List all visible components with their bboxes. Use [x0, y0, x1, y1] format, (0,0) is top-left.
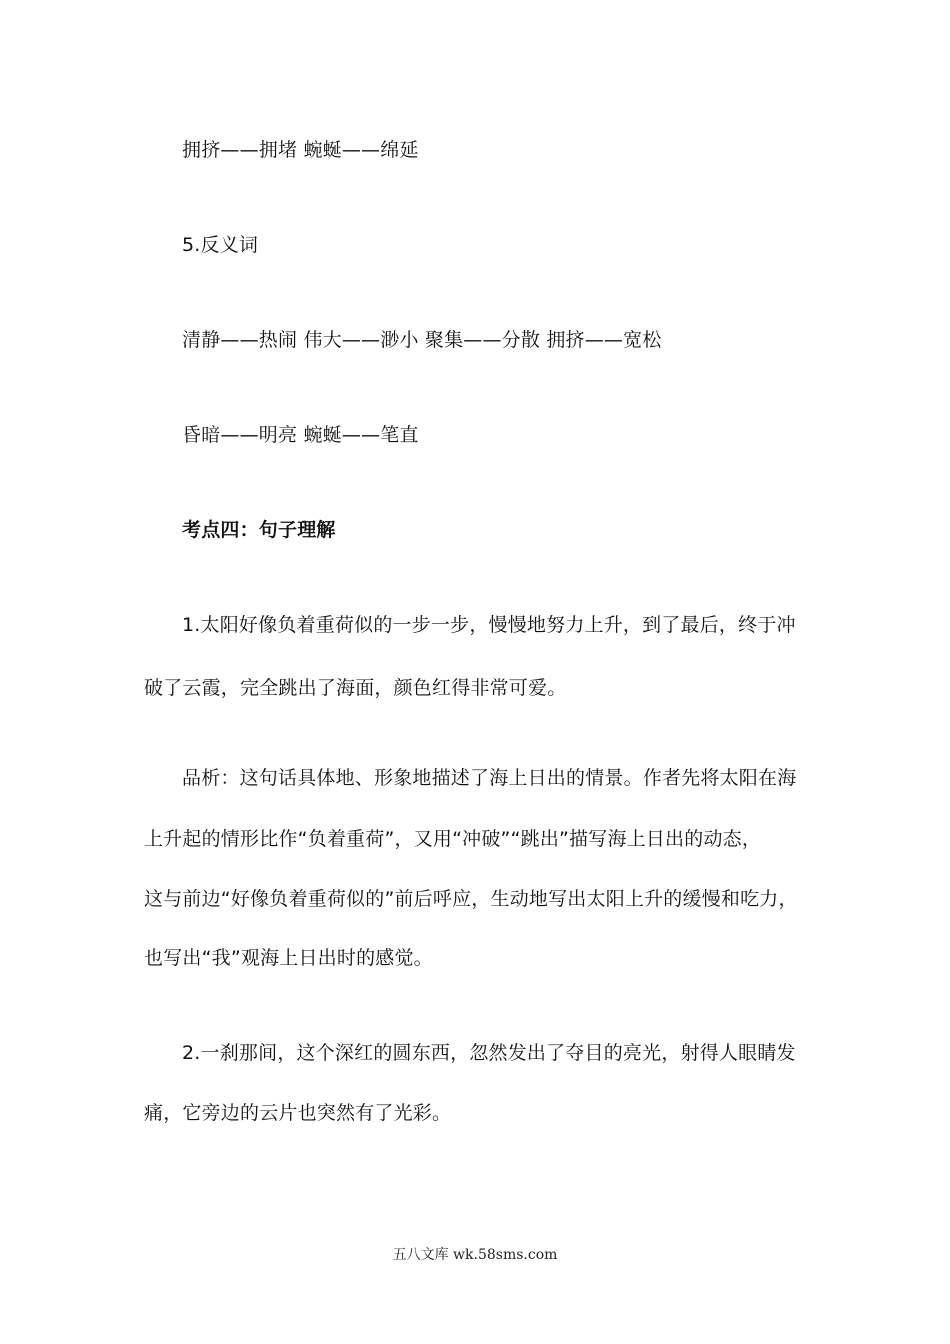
analysis-1-line-3: 这与前边“好像负着重荷似的”前后呼应，生动地写出太阳上升的缓慢和吃力， [144, 888, 798, 910]
analysis-1-line-2: 上升起的情形比作“负着重荷”，又用“冲破”“跳出”描写海上日出的动态， [144, 828, 762, 850]
synonym-line: 拥挤——拥堵 蜿蜒——绵延 [182, 139, 419, 161]
antonym-line-2: 昏暗——明亮 蜿蜒——笔直 [182, 424, 419, 446]
sentence-2-line-2: 痛，它旁边的云片也突然有了光彩。 [144, 1102, 452, 1124]
sentence-1-line-2: 破了云霞，完全跳出了海面，颜色红得非常可爱。 [144, 677, 567, 699]
sentence-1-line-1: 1.太阳好像负着重荷似的一步一步，慢慢地努力上升，到了最后，终于冲 [182, 614, 796, 636]
footer-watermark: 五八文库 wk.58sms.com [392, 1247, 558, 1263]
analysis-1-line-4: 也写出“我”观海上日出时的感觉。 [144, 947, 433, 969]
antonym-heading: 5.反义词 [182, 234, 259, 256]
section-heading: 考点四：句子理解 [182, 519, 336, 541]
analysis-1-line-1: 品析：这句话具体地、形象地描述了海上日出的情景。作者先将太阳在海 [182, 767, 797, 789]
sentence-2-line-1: 2.一刹那间，这个深红的圆东西，忽然发出了夺目的亮光，射得人眼睛发 [182, 1042, 796, 1064]
antonym-line-1: 清静——热闹 伟大——渺小 聚集——分散 拥挤——宽松 [182, 329, 662, 351]
